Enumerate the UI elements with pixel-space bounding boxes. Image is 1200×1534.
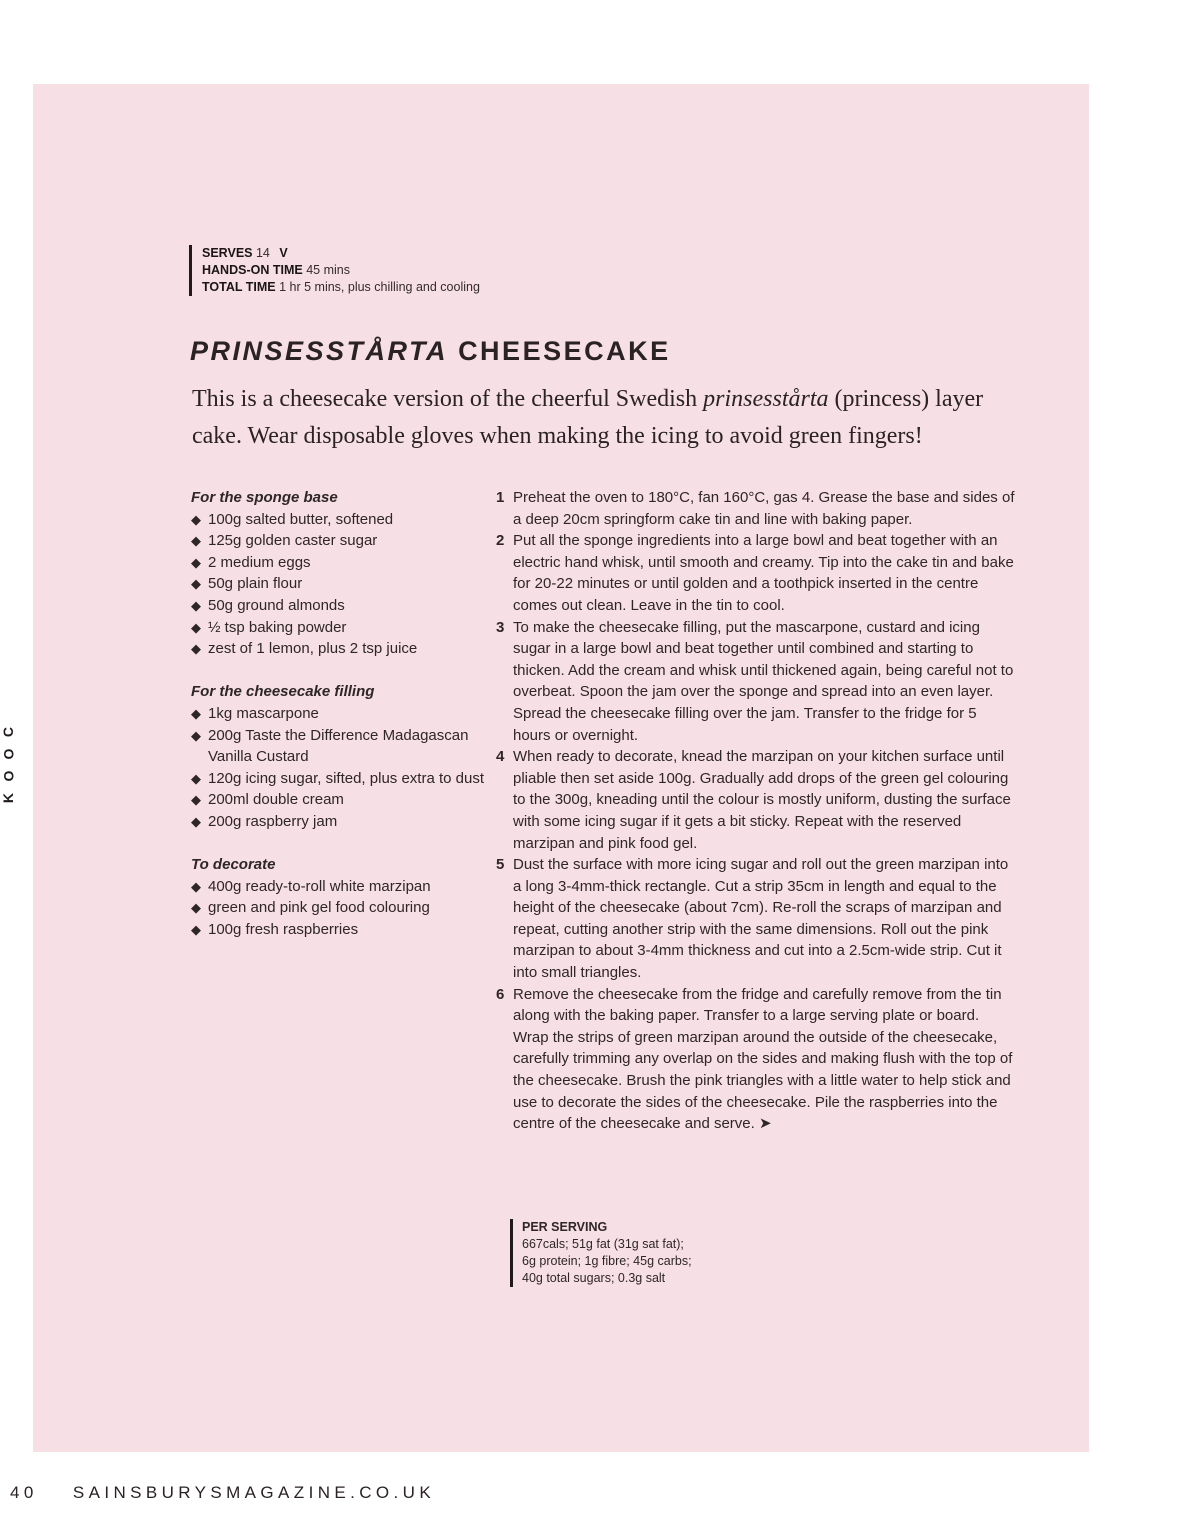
nutrition-line: 40g total sugars; 0.3g salt: [522, 1271, 666, 1285]
bullet-diamond-icon: ◆: [191, 705, 201, 721]
step-text: When ready to decorate, knead the marzipan on your kitchen surface until pliable then set aside 100g. Gradually add drops of the green gel colouring to the 300g, kneading until the colour is mostly uniform, dusting the surface with some icing sugar if it gets a bit sticky. Repeat with the reserved marzipan and pink food gel.: [513, 748, 1011, 852]
bullet-diamond-icon: ◆: [191, 727, 201, 743]
step-text: Remove the cheesecake from the fridge and carefully remove from the tin along with the baking paper. Transfer to a large serving plate or board. Wrap the strips of green marzipan around the outside of the cheesecake, carefully trimming any overlap on the sides and making flush with the top of the cheesecake. Brush the pink triangles with a little water to help stick and use to decorate the sides of the cheesecake. Pile the raspberries into the centre of the cheesecake and serve. ➤: [513, 985, 1013, 1133]
step-text: Put all the sponge ingredients into a large bowl and beat together with an electric hand whisk, until smooth and creamy. Tip into the cake tin and bake for 20-22 minutes or until golden and a toothpick inserted in the centre comes out clean. Leave in the tin to cool.: [513, 532, 1014, 614]
ingredient-item: [191, 725, 491, 768]
ingredient-text: 200ml double cream: [208, 791, 344, 809]
ingredients-column: [191, 487, 491, 962]
ingredient-text: 50g plain flour: [208, 575, 303, 593]
ingredient-text: 100g salted butter, softened: [208, 510, 394, 528]
total-time-value: 1 hr 5 mins, plus chilling and cooling: [279, 280, 480, 294]
intro-italic-word: prinsesstårta: [703, 386, 829, 412]
step-text: Dust the surface with more icing sugar and roll out the green marzipan into a long 3-4mm-thick rectangle. Cut a strip 35cm in length and equal to the height of the cheesecake (about 7cm). Re-roll the scraps of marzipan and repeat, cutting another strip with the same dimensions. Roll out the pink marzipan to about 3-4mm thickness and cut into a 2.5cm-wide strip. Cut it into small triangles.: [513, 856, 1009, 982]
ingredient-text: 200g raspberry jam: [208, 812, 338, 830]
ingredient-item: [191, 789, 491, 811]
nutrition-box: [510, 1219, 692, 1287]
section-tab-letter: K: [0, 790, 16, 804]
bullet-diamond-icon: ◆: [191, 921, 201, 937]
ingredient-item: [191, 638, 491, 660]
total-time-line: [202, 279, 480, 296]
ingredient-item: [191, 552, 491, 574]
nutrition-line: 667cals; 51g fat (31g sat fat);: [522, 1237, 684, 1251]
ingredient-item: [191, 595, 491, 617]
ingredient-text: ½ tsp baking powder: [208, 618, 347, 636]
ingredient-text: 2 medium eggs: [208, 553, 311, 571]
ingredient-item: [191, 617, 491, 639]
title-italic-part: PRINSESSTÅRTA: [190, 336, 449, 366]
ingredient-text: 100g fresh raspberries: [208, 920, 359, 938]
method-step: [496, 746, 1016, 854]
bullet-diamond-icon: ◆: [191, 770, 201, 786]
ingredient-group-heading: For the cheesecake filling: [191, 683, 375, 701]
step-text: To make the cheesecake filling, put the mascarpone, custard and icing sugar in a large bowl and beat together until combined and starting to thicken. Add the cream and whisk until thickened again, being careful not to overbeat. Spoon the jam over the sponge and spread into an even layer. Spread the cheesecake filling over the jam. Transfer to the fridge for 5 hours or overnight.: [513, 618, 1014, 744]
hands-on-value: 45 mins: [306, 263, 350, 277]
hands-on-line: [202, 262, 480, 279]
bullet-diamond-icon: ◆: [191, 813, 201, 829]
method-step: [496, 617, 1016, 747]
ingredient-item: [191, 876, 491, 898]
step-number: 4: [496, 748, 505, 766]
ingredient-item: [191, 897, 491, 919]
step-text: Preheat the oven to 180°C, fan 160°C, gas 4. Grease the base and sides of a deep 20cm springform cake tin and line with baking paper.: [513, 489, 1015, 528]
ingredient-group-heading: To decorate: [191, 856, 276, 874]
ingredient-group: [191, 487, 491, 660]
bullet-diamond-icon: ◆: [191, 554, 201, 570]
method-step: [496, 984, 1016, 1135]
ingredient-item: [191, 703, 491, 725]
recipe-meta: [189, 245, 480, 296]
ingredient-item: [191, 811, 491, 833]
total-time-label: TOTAL TIME: [202, 280, 276, 294]
bullet-diamond-icon: ◆: [191, 576, 201, 592]
vegetarian-mark: V: [279, 246, 288, 260]
ingredient-item: [191, 919, 491, 941]
serves-value: 14: [255, 246, 270, 260]
step-number: 3: [496, 618, 505, 636]
bullet-diamond-icon: ◆: [191, 533, 201, 549]
section-tab-letter: C: [0, 724, 16, 738]
intro-part-2: (princess) layer cake. Wear disposable gloves when making the icing to avoid green fingers!: [192, 386, 984, 449]
serves-line: [202, 245, 480, 262]
recipe-intro: [192, 381, 1022, 455]
ingredient-item: [191, 573, 491, 595]
ingredient-text: 120g icing sugar, sifted, plus extra to dust: [208, 769, 484, 787]
ingredient-text: 400g ready-to-roll white marzipan: [208, 877, 431, 895]
method-column: [496, 487, 1016, 1135]
section-tab-letter: O: [0, 746, 16, 760]
step-number: 6: [496, 985, 505, 1003]
ingredient-item: [191, 509, 491, 531]
recipe-title: [190, 336, 671, 367]
hands-on-label: HANDS-ON TIME: [202, 263, 303, 277]
ingredient-text: 125g golden caster sugar: [208, 532, 378, 550]
bullet-diamond-icon: ◆: [191, 900, 201, 916]
bullet-diamond-icon: ◆: [191, 878, 201, 894]
ingredient-item: [191, 530, 491, 552]
footer-website: SAINSBURYSMAGAZINE.CO.UK: [72, 1483, 436, 1502]
step-number: 1: [496, 489, 505, 506]
ingredient-group: [191, 681, 491, 832]
method-step: [496, 530, 1016, 616]
method-step: [496, 487, 1016, 530]
section-tab-letter: O: [0, 768, 16, 782]
ingredient-text: green and pink gel food colouring: [208, 899, 430, 917]
nutrition-line: 6g protein; 1g fibre; 45g carbs;: [522, 1254, 692, 1268]
ingredient-group-heading: For the sponge base: [191, 489, 338, 506]
bullet-diamond-icon: ◆: [191, 597, 201, 613]
ingredient-item: [191, 768, 491, 790]
bullet-diamond-icon: ◆: [191, 511, 201, 527]
ingredient-text: 50g ground almonds: [208, 596, 345, 614]
step-number: 5: [496, 856, 505, 874]
method-step: [496, 854, 1016, 984]
page-footer: [10, 1483, 435, 1503]
page-number: 40: [10, 1483, 38, 1502]
bullet-diamond-icon: ◆: [191, 792, 201, 808]
bullet-diamond-icon: ◆: [191, 641, 201, 657]
ingredient-text: 1kg mascarpone: [208, 704, 319, 722]
title-plain-part: CHEESECAKE: [458, 336, 671, 366]
nutrition-heading: PER SERVING: [522, 1220, 608, 1234]
ingredient-group: [191, 854, 491, 940]
section-tab-cook: [0, 722, 16, 812]
ingredient-text: zest of 1 lemon, plus 2 tsp juice: [208, 640, 418, 658]
ingredient-text: 200g Taste the Difference Madagascan Vanilla Custard: [208, 726, 469, 766]
step-number: 2: [496, 532, 505, 550]
bullet-diamond-icon: ◆: [191, 619, 201, 635]
intro-part-1: This is a cheesecake version of the cheerful Swedish: [192, 386, 704, 412]
serves-label: SERVES: [202, 246, 253, 260]
